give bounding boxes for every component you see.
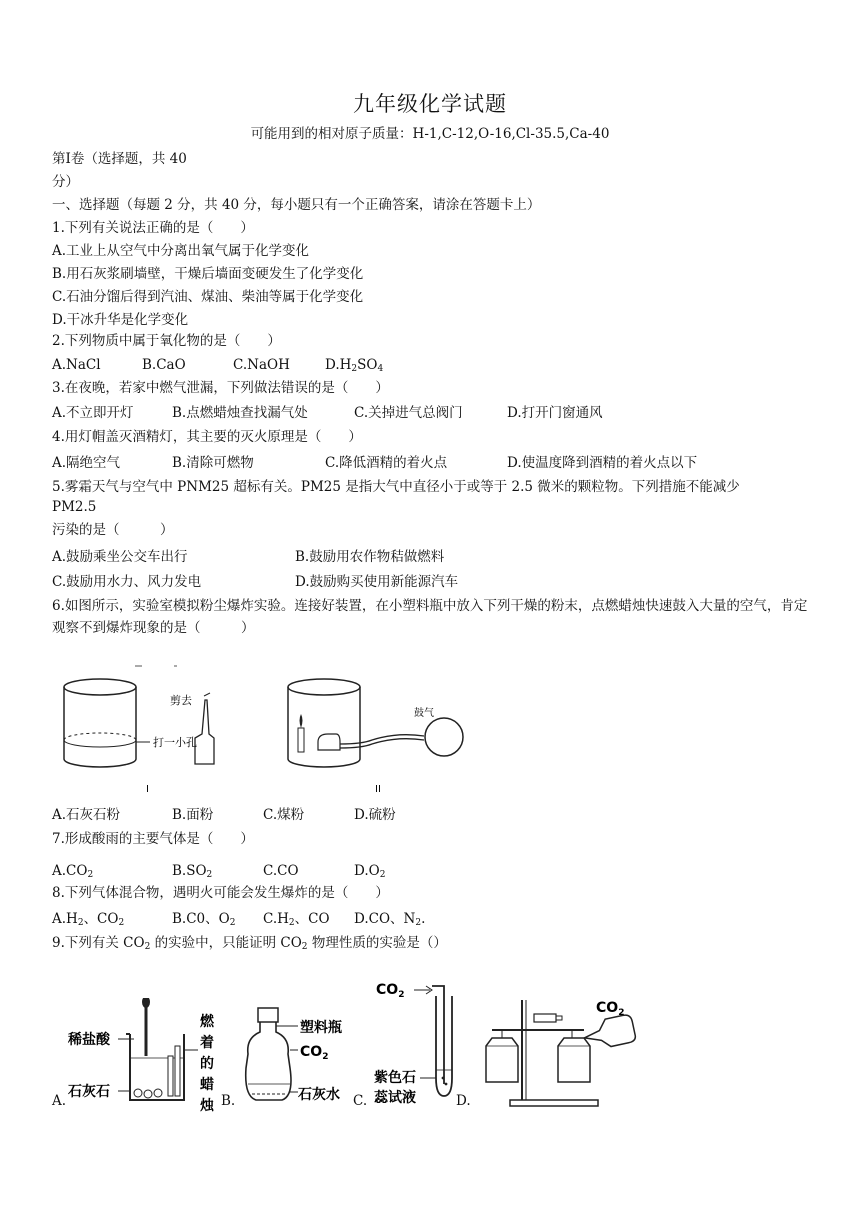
open-jar: [64, 679, 150, 767]
q3-option-b: B.点燃蜡烛查找漏气处: [172, 405, 308, 421]
fig-label-litmus-2: 蕊试液: [374, 1090, 416, 1106]
q3-option-d: D.打开门窗通风: [507, 405, 603, 421]
q8-option-c: $C.H_2$、CO: [263, 911, 330, 928]
section-instructions: 一、选择题（每题 2 分，共 40 分，每小题只有一个正确答案，请涂在答题卡上）: [52, 197, 541, 213]
fig-label-hydrochloric-acid: 稀盐酸: [68, 1032, 110, 1048]
q3-option-c: C.关掉进气总阀门: [354, 405, 463, 421]
q4-option-d: D.使温度降到酒精的着火点以下: [507, 455, 698, 471]
fig-label-candle-3: 的: [200, 1056, 214, 1072]
q7-option-c: C.CO: [263, 863, 299, 879]
q9-figure-b: [242, 1004, 362, 1108]
q9-option-b: B.: [221, 1093, 236, 1109]
q9-figure-c: [374, 974, 460, 1108]
q4-option-a: A.隔绝空气: [52, 455, 121, 471]
fig-label-I: I: [146, 784, 149, 795]
q2-stem: 2.下列物质中属于氧化物的是（ ）: [52, 333, 281, 349]
q7-stem: 7.形成酸雨的主要气体是（ ）: [52, 831, 254, 847]
fig-label-litmus-1: 紫色石: [374, 1070, 416, 1086]
fig-label-candle-1: 燃: [200, 1014, 214, 1030]
fig-label-candle-4: 蜡: [200, 1077, 214, 1093]
fig-label-candle-5: 烛: [200, 1098, 214, 1114]
q9-option-d: D.: [456, 1093, 471, 1109]
plastic-bottle: [195, 693, 214, 764]
q8-option-b: B.C0、$O_2$: [172, 911, 236, 928]
q1-stem: 1.下列有关说法正确的是（ ）: [52, 220, 254, 236]
q5-option-c: C.鼓励用水力、风力发电: [52, 574, 202, 590]
q9-option-c: C.: [353, 1093, 368, 1109]
fig-label-co2-c: $CO_2$: [376, 982, 405, 1000]
q8-option-d: D.CO、$N_2$.: [354, 911, 426, 928]
fig-label-II: II: [375, 784, 381, 795]
q2-option-b: B.CaO: [142, 357, 186, 373]
q7-option-d: $D.O_2$: [354, 863, 386, 880]
section-heading-2: 分）: [52, 174, 79, 190]
fig-label-co2-b: $CO_2$: [300, 1044, 329, 1062]
q9-stem: 9.下列有关 $CO_2$ 的实验中，只能证明 $CO_2$ 物理性质的实验是（）: [52, 935, 447, 952]
q9-figure-a: [66, 998, 226, 1118]
q8-option-a: $A.H_2$、$CO_2$: [52, 911, 125, 928]
fig-label-limestone: 石灰石: [68, 1084, 110, 1100]
q4-option-b: B.清除可燃物: [172, 455, 254, 471]
dust-explosion-figure: [52, 660, 472, 795]
fig-label-blow: 鼓气: [414, 708, 434, 719]
q7-option-b: $B.SO_2$: [172, 863, 213, 880]
fig-label-plastic-bottle: 塑料瓶: [300, 1020, 342, 1036]
q5-stem-1: 5.雾霜天气与空气中 PNM25 超标有关。PM25 是指大气中直径小于或等于 2.5 微米的颗粒物。下列措施不能减少: [52, 479, 740, 495]
fig-label-candle-2: 着: [200, 1035, 214, 1051]
q4-option-c: C.降低酒精的着火点: [325, 455, 448, 471]
q4-stem: 4.用灯帽盖灭酒精灯，其主要的灭火原理是（ ）: [52, 429, 362, 445]
section-heading-1: 第Ⅰ卷（选择题，共 40: [52, 151, 187, 167]
q6-stem: 6.如图所示，实验室模拟粉尘爆炸实验。连接好装置，在小塑料瓶中放入下列干燥的粉末，点燃蜡烛快速鼓入大量的空气，肯定观察不到爆炸现象的是（ ）: [52, 598, 808, 636]
atomic-mass-note: 可能用到的相对原子质量：H-1,C-12,O-16,Cl-35.5,Ca-40: [250, 126, 610, 142]
q2-option-d: $D.H_2SO_4$: [325, 357, 384, 374]
q6-option-a: A.石灰石粉: [52, 807, 121, 823]
closed-jar-apparatus: [288, 679, 463, 767]
fig-label-co2-d: $CO_2$: [596, 1000, 625, 1018]
q6-option-b: B.面粉: [172, 807, 214, 823]
q2-option-c: C.NaOH: [233, 357, 290, 373]
q5-stem-3: 污染的是（ ）: [52, 522, 174, 538]
q5-option-d: D.鼓励购买使用新能源汽车: [295, 574, 459, 590]
q1-option-d: D.干冰升华是化学变化: [52, 312, 189, 328]
q5-option-b: B.鼓励用农作物秸做燃料: [295, 549, 445, 565]
q9-option-a: A.: [52, 1093, 67, 1109]
q5-option-a: A.鼓励乘坐公交车出行: [52, 549, 188, 565]
q6-option-c: C.煤粉: [263, 807, 305, 823]
fig-label-hole: 打一小孔: [153, 736, 197, 749]
q6-option-d: D.硫粉: [354, 807, 396, 823]
q9-figure-d: [472, 992, 642, 1110]
q3-stem: 3.在夜晚，若家中燃气泄漏，下列做法错误的是（ ）: [52, 380, 389, 396]
fig-label-cut: 剪去: [170, 694, 192, 707]
q2-option-a: A.NaCl: [52, 357, 101, 373]
q1-option-a: A.工业上从空气中分离出氧气属于化学变化: [52, 243, 310, 259]
q5-stem-2: PM2.5: [52, 499, 97, 515]
q7-option-a: $A.CO_2$: [52, 863, 94, 880]
page-title: 九年级化学试题: [353, 92, 507, 116]
fig-label-limewater: 石灰水: [298, 1087, 340, 1103]
q1-option-b: B.用石灰浆刷墙壁，干燥后墙面变硬发生了化学变化: [52, 266, 364, 282]
q3-option-a: A.不立即开灯: [52, 405, 134, 421]
q1-option-c: C.石油分馏后得到汽油、煤油、柴油等属于化学变化: [52, 289, 364, 305]
q8-stem: 8.下列气体混合物，遇明火可能会发生爆炸的是（ ）: [52, 885, 389, 901]
